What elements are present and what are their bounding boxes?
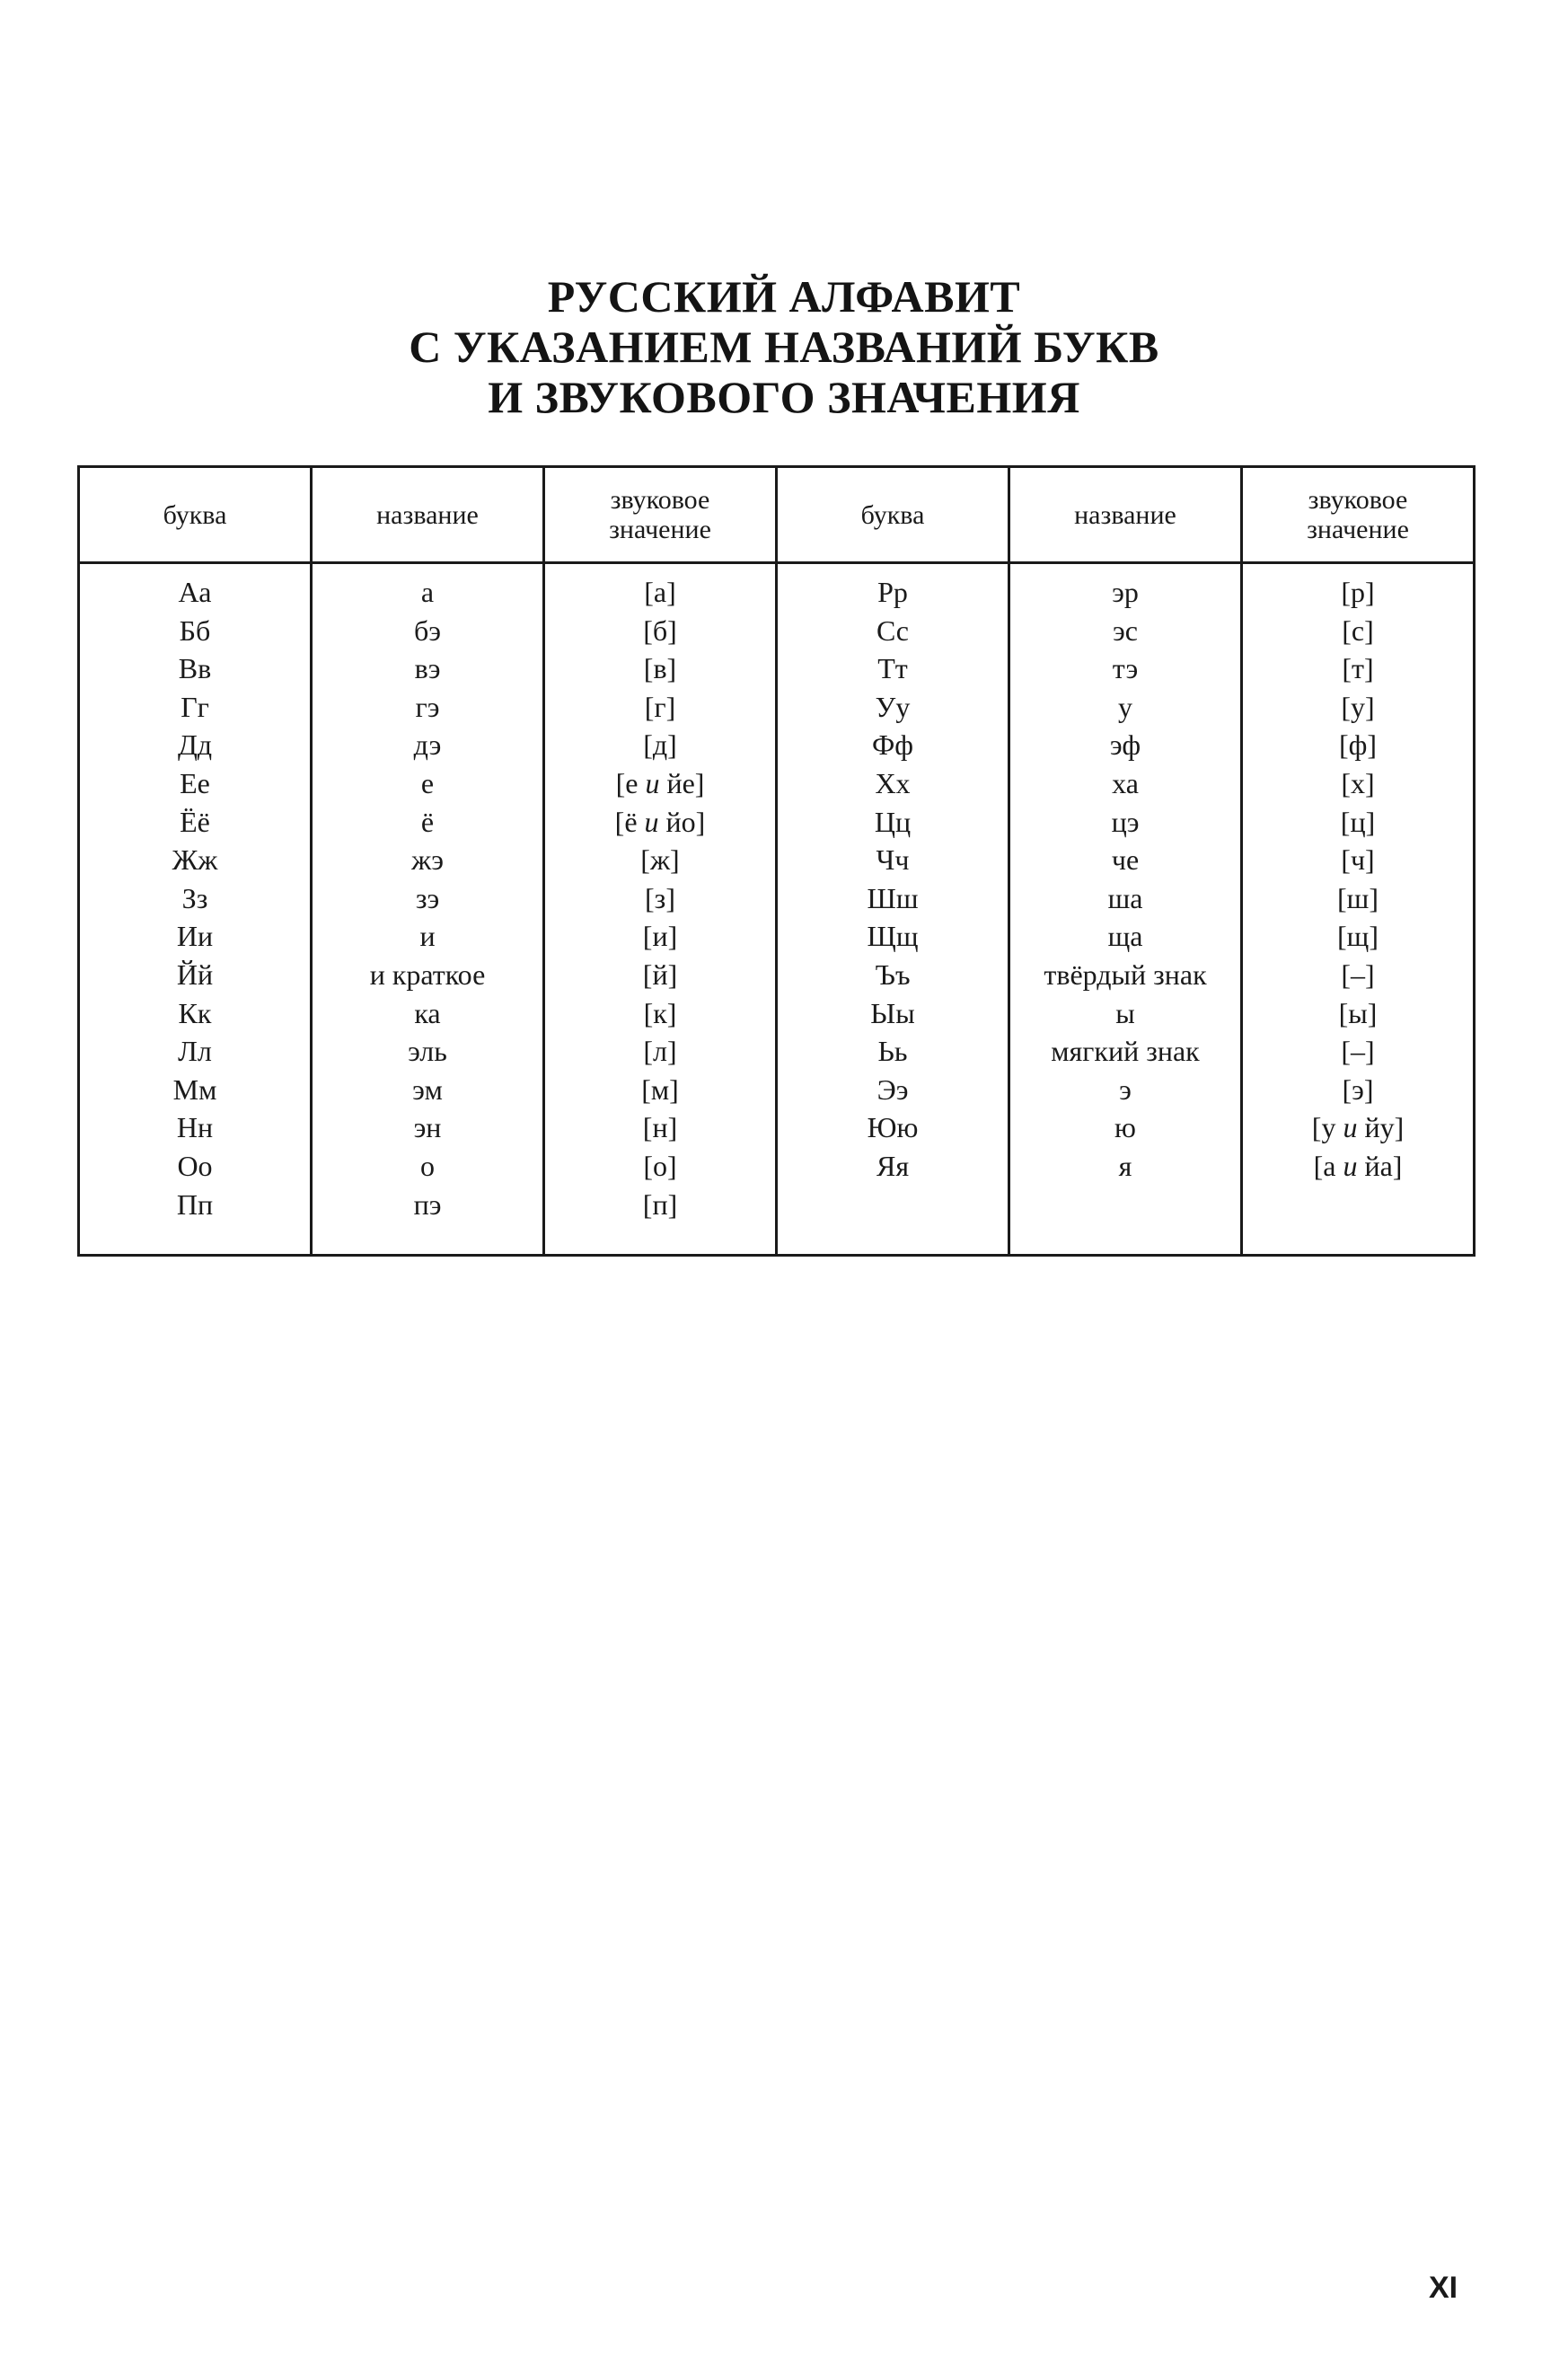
sound-value-cell: [н] (642, 1111, 678, 1144)
letter-name-cell: ка (414, 996, 441, 1029)
table-body-row (79, 563, 1475, 1256)
header-label: звуковое (1308, 485, 1408, 515)
sound-value-cell: [и] (642, 920, 678, 953)
sound-value-cell: [а и йа] (1313, 1149, 1403, 1182)
letter-cell: Дд (177, 728, 213, 762)
sound-value-cell: [с] (1342, 613, 1374, 647)
page-title (0, 271, 1568, 422)
letter-name-cell: жэ (411, 843, 444, 877)
letter-name-cell: и краткое (369, 957, 486, 991)
letter-cell: Мм (172, 1072, 217, 1106)
letter-name-cell: эм (412, 1072, 443, 1106)
sound-value-cell: [б] (643, 613, 677, 647)
sound-value-cell: [ё и йо] (614, 805, 706, 838)
sound-value-cell: [п] (642, 1187, 678, 1221)
letter-name-cell: зэ (415, 881, 440, 914)
sound-value-cell: [у и йу] (1311, 1111, 1405, 1144)
letter-cell: Уу (875, 690, 911, 723)
letter-cell: Гг (181, 690, 209, 723)
letter-name-cell: гэ (415, 690, 440, 723)
header-sound-right (1242, 467, 1475, 563)
letter-name-cell: цэ (1111, 805, 1140, 838)
letter-cell: Вв (178, 652, 212, 685)
letter-cell: Щщ (867, 920, 919, 953)
letter-cell: Ыы (870, 996, 915, 1029)
page-number: XI (1429, 2271, 1458, 2305)
letter-name-cell: эль (408, 1035, 447, 1068)
header-name-right (1009, 467, 1242, 563)
column-letters-r-ya (777, 563, 1009, 1256)
letter-cell: Цц (874, 805, 912, 838)
header-label: буква (163, 499, 227, 530)
sound-value-cell: [ч] (1341, 843, 1375, 877)
table-header-row (79, 467, 1475, 563)
alphabet-table (77, 465, 1476, 1257)
sound-value-cell: [в] (643, 652, 677, 685)
sound-value-cell: [щ] (1337, 920, 1379, 953)
column-names-a-p (312, 563, 544, 1256)
sound-value-cell: [й] (642, 957, 678, 991)
header-label: звуковое (610, 485, 710, 515)
letter-cell: Бб (179, 613, 211, 647)
letter-name-cell: о (420, 1149, 435, 1182)
letter-name-cell: че (1111, 843, 1140, 877)
letter-name-cell: твёрдый знак (1044, 957, 1207, 991)
letter-name-cell: я (1118, 1149, 1132, 1182)
letter-name-cell: эн (413, 1111, 442, 1144)
letter-cell: Нн (176, 1111, 214, 1144)
header-label: название (376, 499, 479, 530)
letter-name-cell: ы (1115, 996, 1135, 1029)
sound-value-cell: [ш] (1337, 881, 1379, 914)
title-line-2: С УКАЗАНИЕМ НАЗВАНИЙ БУКВ (409, 322, 1159, 372)
letter-cell: Шш (867, 881, 919, 914)
letter-cell: Пп (176, 1187, 214, 1221)
letter-cell: Чч (876, 843, 910, 877)
letter-cell: Рр (877, 576, 908, 608)
sound-value-cell: [д] (643, 728, 677, 762)
letter-name-cell: мягкий знак (1051, 1035, 1200, 1068)
letter-name-cell: тэ (1112, 652, 1139, 685)
letter-cell: Ее (180, 766, 210, 799)
letter-cell: Юю (867, 1111, 919, 1144)
header-sound-left (544, 467, 777, 563)
letter-cell: Ьь (877, 1035, 908, 1068)
letter-name-cell: ша (1107, 881, 1143, 914)
letter-cell: Фф (871, 728, 913, 762)
letter-name-cell: а (420, 576, 435, 608)
header-label: значение (609, 515, 711, 544)
column-names-r-ya (1009, 563, 1242, 1256)
sound-value-cell: [м] (641, 1072, 679, 1106)
sound-value-cell: [ж] (640, 843, 680, 877)
sound-value-cell: [е и йе] (615, 766, 705, 799)
letter-cell: Лл (178, 1035, 212, 1068)
sound-value-cell: [о] (643, 1149, 677, 1182)
sound-value-cell: [э] (1342, 1072, 1374, 1106)
letter-name-cell: и (419, 920, 436, 953)
title-line-1: РУССКИЙ АЛФАВИТ (547, 271, 1021, 322)
letter-name-cell: эс (1113, 613, 1138, 647)
letter-name-cell: ща (1107, 920, 1143, 953)
sound-value-cell: [–] (1341, 957, 1375, 991)
letter-name-cell: ю (1114, 1111, 1136, 1144)
letter-name-cell: эр (1112, 576, 1139, 608)
sound-value-cell: [т] (1342, 652, 1374, 685)
letter-cell: Йй (176, 957, 214, 991)
sound-value-cell: [к] (643, 996, 677, 1029)
letter-name-cell: е (420, 766, 435, 799)
letter-name-cell: вэ (414, 652, 441, 685)
letter-cell: Кк (178, 996, 212, 1029)
letter-cell: Ъъ (875, 957, 911, 991)
column-sounds-r-ya (1242, 563, 1475, 1256)
column-letters-a-p (79, 563, 312, 1256)
letter-name-cell: бэ (413, 613, 441, 647)
sound-value-cell: [з] (645, 881, 675, 914)
sound-value-cell: [р] (1341, 576, 1375, 608)
letter-name-cell: дэ (413, 728, 442, 762)
header-name-left (312, 467, 544, 563)
sound-value-cell: [ф] (1338, 728, 1378, 762)
letter-cell: Ёё (180, 805, 210, 838)
letter-name-cell: пэ (413, 1187, 442, 1221)
sound-value-cell: [ы] (1338, 996, 1378, 1029)
letter-cell: Яя (876, 1149, 910, 1182)
header-label: буква (860, 499, 925, 530)
letter-cell: Хх (875, 766, 911, 799)
header-label: значение (1307, 515, 1409, 544)
sound-value-cell: [г] (644, 690, 676, 723)
column-sounds-a-p (544, 563, 777, 1256)
letter-name-cell: э (1119, 1072, 1132, 1106)
sound-value-cell: [х] (1341, 766, 1375, 799)
sound-value-cell: [а] (644, 576, 676, 608)
sound-value-cell: [л] (643, 1035, 677, 1068)
letter-cell: Сс (876, 613, 909, 647)
letter-name-cell: ё (420, 805, 435, 838)
sound-value-cell: [–] (1341, 1035, 1375, 1068)
letter-name-cell: у (1118, 690, 1132, 723)
letter-cell: Ээ (876, 1072, 909, 1106)
letter-name-cell: ха (1112, 766, 1139, 799)
sound-value-cell: [у] (1341, 690, 1375, 723)
letter-cell: Ии (176, 920, 214, 953)
letter-cell: Зз (181, 881, 208, 914)
header-label: название (1074, 499, 1176, 530)
sound-value-cell: [ц] (1340, 805, 1376, 838)
letter-cell: Тт (877, 652, 908, 685)
header-letter-right (777, 467, 1009, 563)
title-line-3: И ЗВУКОВОГО ЗНАЧЕНИЯ (488, 372, 1080, 422)
header-letter-left (79, 467, 312, 563)
letter-cell: Жж (172, 843, 218, 877)
letter-cell: Аа (178, 576, 212, 608)
letter-cell: Оо (177, 1149, 213, 1182)
letter-name-cell: эф (1109, 728, 1141, 762)
